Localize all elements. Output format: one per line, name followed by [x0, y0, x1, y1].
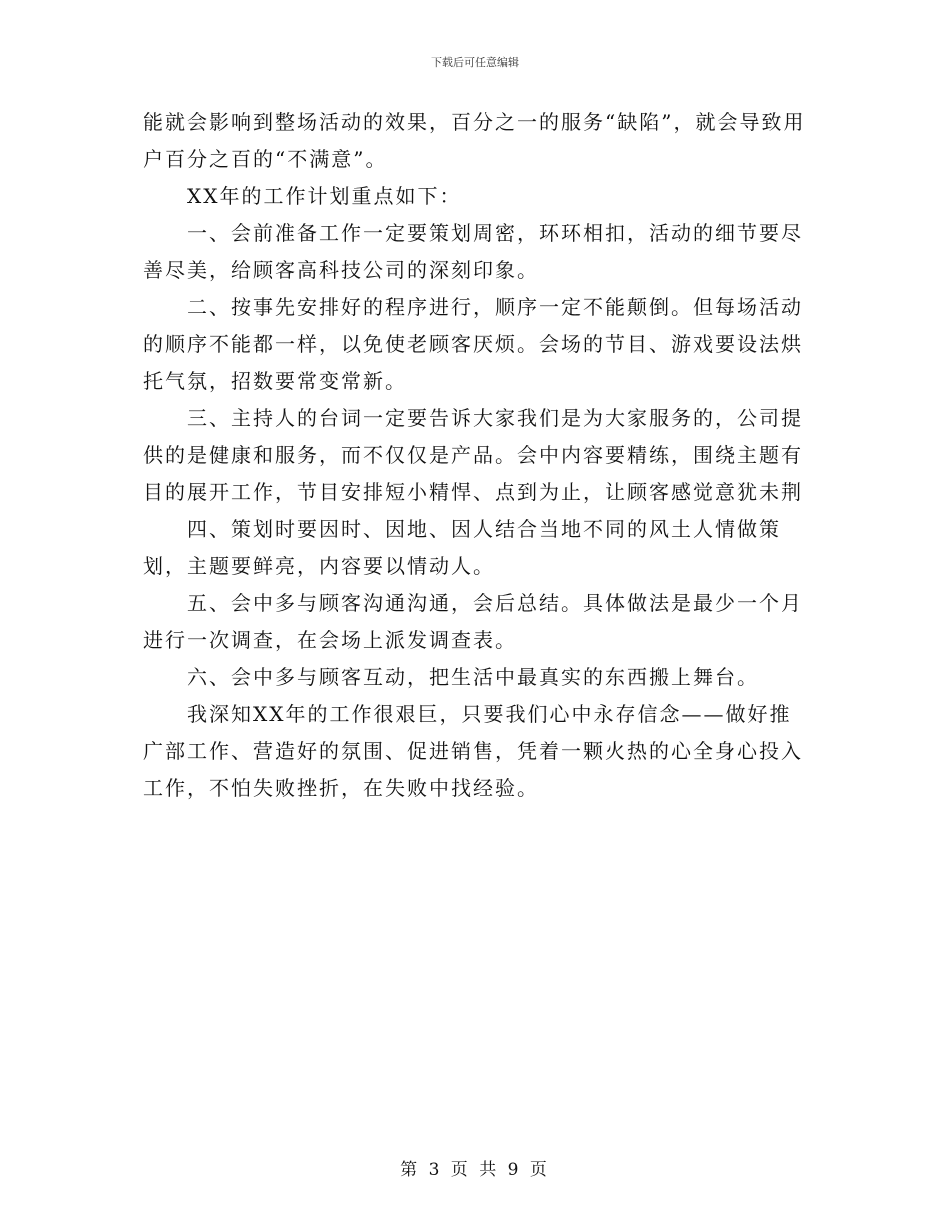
paragraph-item-2: 二、按事先安排好的程序进行，顺序一定不能颠倒。但每场活动的顺序不能都一样，以免使老顾客厌烦。会场的节目、游戏要设法烘托气氛，招数要常变常新。 [143, 295, 803, 393]
paragraph-plan-intro: XX年的工作计划重点如下： [187, 184, 462, 208]
page-number-footer: 第 3 页 共 9 页 [400, 1160, 550, 1180]
paragraph-item-4: 四、策划时要因时、因地、因人结合当地不同的风土人情做策划，主题要鲜亮，内容要以情动人。 [143, 517, 781, 578]
paragraph-item-1: 一、会前准备工作一定要策划周密，环环相扣，活动的细节要尽善尽美，给顾客高科技公司的深刻印象。 [143, 221, 803, 282]
paragraph-item-6: 六、会中多与顾客互动，把生活中最真实的东西搬上舞台。 [187, 665, 759, 689]
paragraph-continuation: 能就会影响到整场活动的效果，百分之一的服务“缺陷”，就会导致用户百分之百的“不满意”。 [143, 110, 806, 171]
paragraph-conclusion: 我深知XX年的工作很艰巨，只要我们心中永存信念——做好推广部工作、营造好的氛围、促进销售，凭着一颗火热的心全身心投入工作，不怕失败挫折，在失败中找经验。 [143, 702, 803, 800]
page-header-note: 下载后可任意编辑 [431, 56, 519, 69]
document-body [143, 104, 807, 807]
paragraph-item-3: 三、主持人的台词一定要告诉大家我们是为大家服务的，公司提供的是健康和服务，而不仅仅是产品。会中内容要精练，围绕主题有目的展开工作，节目安排短小精悍、点到为止，让顾客感觉意犹未荆 [143, 406, 803, 504]
paragraph-item-5: 五、会中多与顾客沟通沟通，会后总结。具体做法是最少一个月进行一次调查，在会场上派发调查表。 [143, 591, 803, 652]
